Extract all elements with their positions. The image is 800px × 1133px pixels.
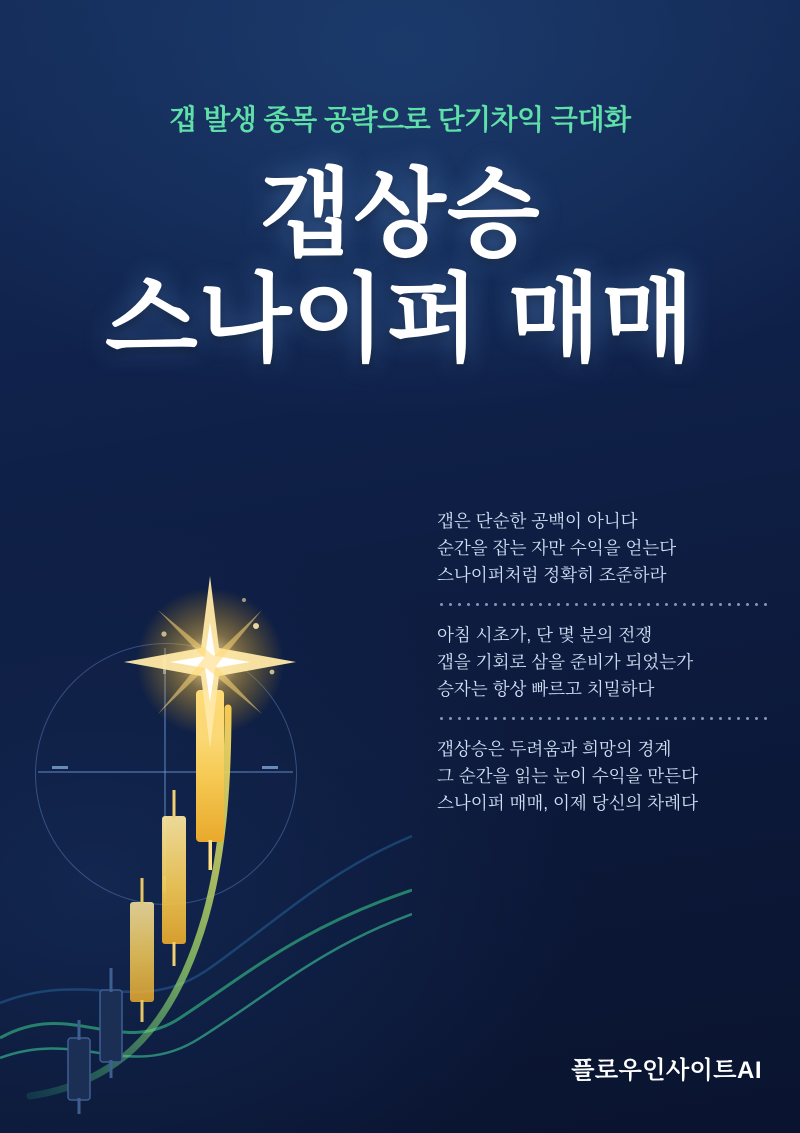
starburst-flare-icon [124,576,296,748]
title-line-2: 스나이퍼 매매 [104,265,696,373]
brand-logo: 플로우인사이트AI [571,1057,762,1084]
poster-subtitle: 갭 발생 종목 공략으로 단기차익 극대화 [169,104,631,135]
message-line: 그 순간을 읽는 눈이 수익을 만든다 [437,766,698,786]
title-line-1: 갭상승 [259,161,541,268]
message-line: 갭은 단순한 공백이 아니다 [437,511,638,531]
message-line: 갭상승은 두려움과 희망의 경계 [437,739,672,759]
chart-artwork-svg [0,498,412,1120]
message-line: 아침 시초가, 단 몇 분의 전쟁 [437,625,653,645]
message-line: 스나이퍼처럼 정확히 조준하라 [437,565,667,585]
message-line: 스나이퍼 매매, 이제 당신의 차례다 [437,793,698,813]
section-divider [437,603,767,606]
message-line: 승자는 항상 빠르고 치밀하다 [437,679,655,699]
poster-title [0,161,800,373]
artwork-panel [0,498,412,1120]
message-block-3 [437,736,767,817]
message-block-2 [437,622,767,703]
section-divider [437,717,767,720]
message-block-1 [437,508,767,589]
message-line: 갭을 기회로 삼을 준비가 되었는가 [437,652,694,672]
message-line: 순간을 잡는 자만 수익을 얻는다 [437,538,677,558]
message-column [437,508,767,817]
